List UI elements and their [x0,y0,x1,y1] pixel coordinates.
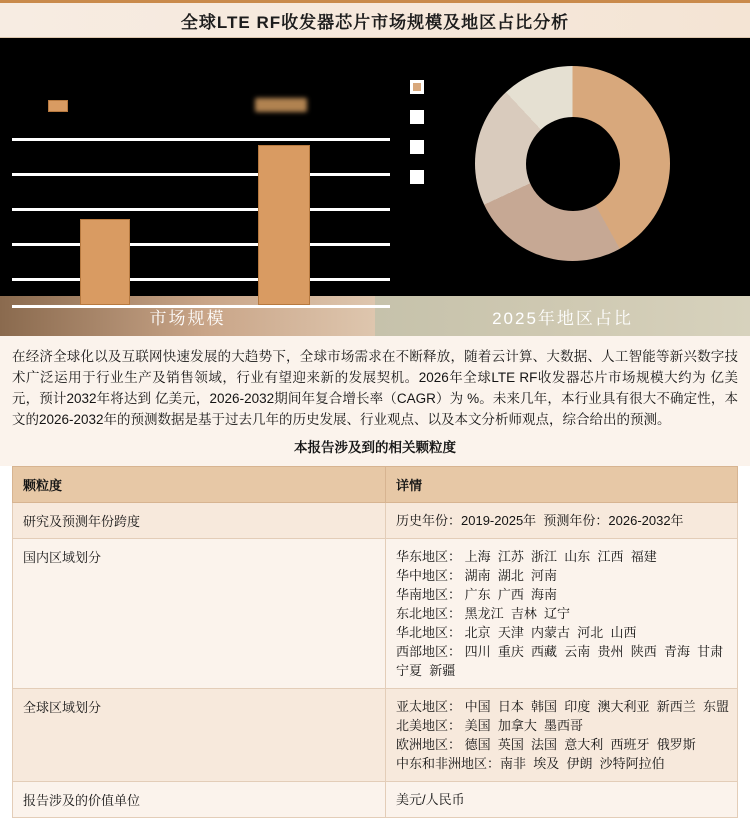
row-detail-domestic-regions [386,539,738,689]
table-row [13,503,738,539]
charts-band [0,38,750,296]
bar-2032 [258,145,310,305]
detail-line: 华北地区： 北京 天津 内蒙古 河北 山西 [396,625,637,640]
table-header-details: 详情 [386,467,738,503]
table-row [13,539,738,689]
table-row [13,689,738,782]
gridline [12,243,390,246]
row-detail-value-unit [386,782,738,818]
legend-label-blurred [255,98,307,112]
gridline [12,208,390,211]
detail-line: 宁夏 新疆 [396,663,456,678]
table-header-row [13,467,738,503]
legend-dot-icon [413,83,421,91]
row-label-domestic-regions: 国内区域划分 [13,539,386,689]
bar-chart-legend [0,96,400,118]
intro-paragraph: 在经济全球化以及互联网快速发展的大趋势下，全球市场需求在不断释放，随着云计算、大数据、人工智能等新兴数字技术广泛运用于行业生产及销售领域，行业有望迎来新的发展契机。2026年全球LTE RF收发器芯片市场规模大约为 亿美元，预计2032年将达到 亿美元，2026-2032期间年复合增长率（CAGR）为 %。未来几年，本行业具有很大不确定性，本文的2026-2032年的预测数据是基于过去几年的历史发展、行业观点、以及本文分析师观点，综合给出的预测。 [12,349,738,427]
legend-item-north-america [410,110,424,124]
row-label-global-regions: 全球区域划分 [13,689,386,782]
detail-line: 亚太地区： 中国 日本 韩国 印度 澳大利亚 新西兰 东盟 [396,699,729,714]
tab-market-size-label: 市场规模 [149,308,226,328]
detail-line: 中东和非洲地区：南非 埃及 伊朗 沙特阿拉伯 [396,756,665,771]
detail-line: 华南地区： 广东 广西 海南 [396,587,558,602]
pie-chart [400,38,750,296]
donut-graphic [475,66,670,261]
table-row [13,782,738,818]
legend-item-europe [410,140,424,154]
detail-line: 欧洲地区： 德国 英国 法国 意大利 西班牙 俄罗斯 [396,737,696,752]
legend-item-mea [410,170,424,184]
legend-item-asia-pacific [410,80,424,94]
body-section [0,336,750,466]
table-header-granularity: 颗粒度 [13,467,386,503]
row-label-value-unit: 报告涉及的价值单位 [13,782,386,818]
pie-chart-legend [410,80,434,200]
bar-chart-plot-area [12,130,390,320]
granularity-table [12,466,738,818]
detail-line: 西部地区： 四川 重庆 西藏 云南 贵州 陕西 青海 甘肃 [396,644,724,659]
granularity-section-title: 本报告涉及到的相关颗粒度 [294,440,456,455]
axis-baseline [12,305,390,308]
gridline [12,278,390,281]
detail-line: 华东地区： 上海 江苏 浙江 山东 江西 福建 [396,549,657,564]
row-label-years: 研究及预测年份跨度 [13,503,386,539]
gridline [12,173,390,176]
tab-regional-share[interactable] [375,296,750,336]
detail-line: 美元/人民币 [396,792,465,807]
gridline [12,138,390,141]
tab-regional-share-label: 2025年地区占比 [492,308,633,328]
detail-line: 东北地区： 黑龙江 吉林 辽宁 [396,606,571,621]
page-title: 全球LTE RF收发器芯片市场规模及地区占比分析 [180,12,570,32]
legend-swatch-series [48,100,68,112]
detail-line: 历史年份：2019-2025年 预测年份：2026-2032年 [396,513,684,528]
bar-2026 [80,219,130,305]
row-detail-global-regions [386,689,738,782]
detail-line: 北美地区： 美国 加拿大 墨西哥 [396,718,584,733]
page-header [0,0,750,38]
bar-chart [0,38,400,296]
detail-line: 华中地区： 湖南 湖北 河南 [396,568,558,583]
donut-hole [526,117,620,211]
row-detail-years [386,503,738,539]
